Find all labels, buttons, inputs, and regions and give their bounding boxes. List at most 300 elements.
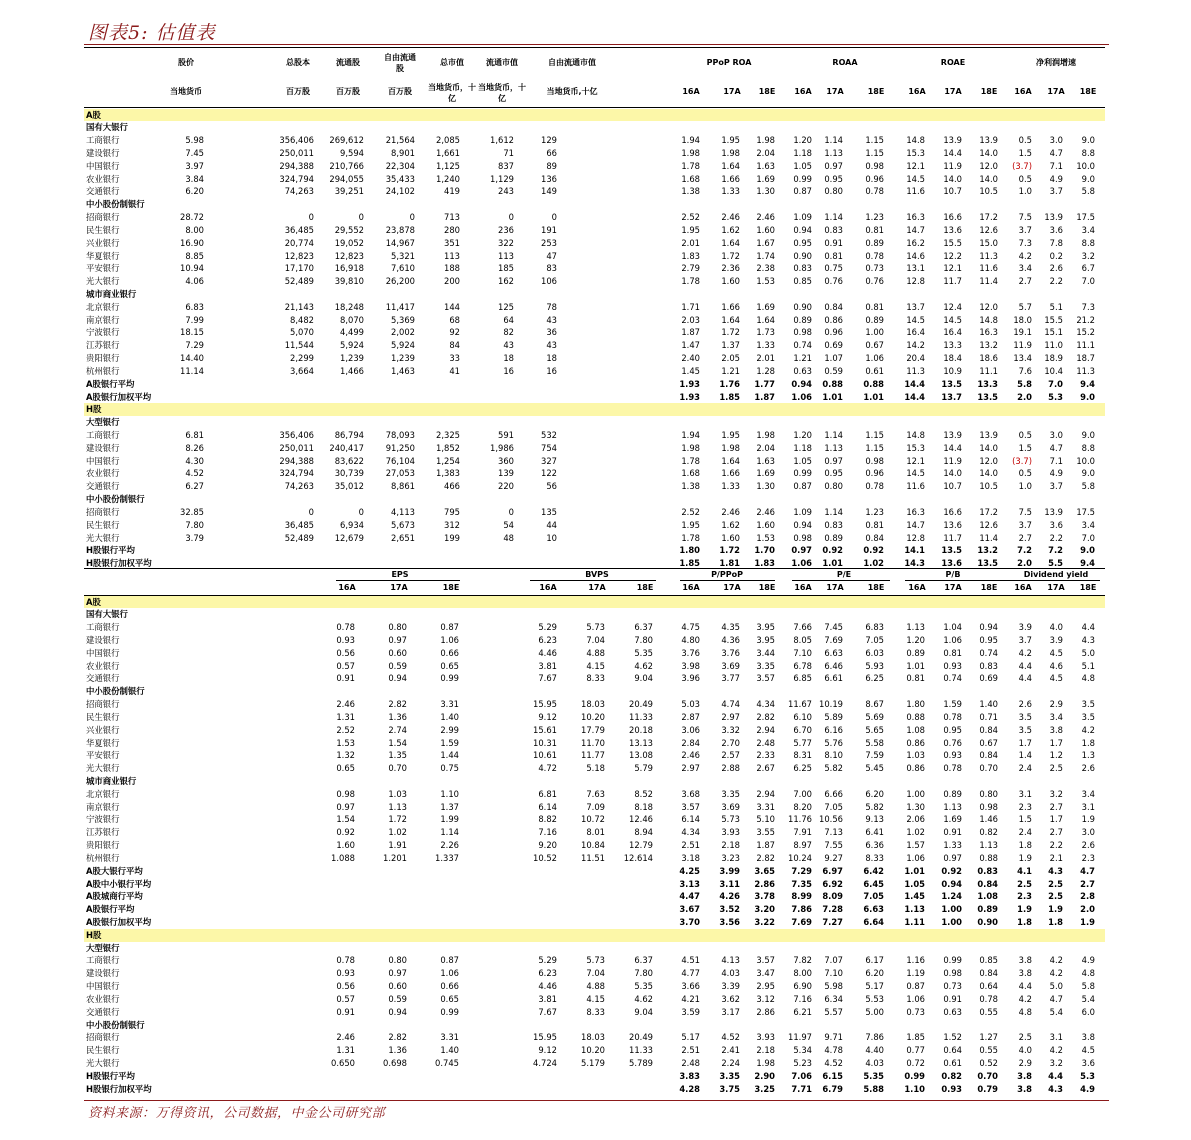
cell-value: 22,304 [385,160,415,171]
cell-value: 6.0 [1081,1006,1095,1017]
cell-value: 2.46 [336,1032,355,1043]
cell-value: 8.67 [865,699,884,710]
row-label: H股银行平均 [86,1070,135,1081]
cell-value: 1.31 [336,1045,355,1056]
cell-value: 0.89 [824,532,843,543]
cell-value: 3.97 [185,160,204,171]
cell-value: 2.67 [756,763,775,774]
table-row [84,480,1105,493]
cell-value: 10 [546,532,557,543]
figure-title: 图表5: 估值表 [88,22,216,44]
cell-value: 11.3 [906,365,925,376]
cell-value: 0.63 [943,1006,962,1017]
cell-value: 2.86 [756,1006,775,1017]
cell-value: 13.6 [943,519,962,530]
cell-value: 9.0 [1081,173,1095,184]
table-row [84,801,1105,814]
cell-value: 6.92 [822,878,843,889]
cell-value: 8.31 [793,750,812,761]
cell-value: 10.7 [943,481,962,492]
cell-value: 4.30 [185,455,204,466]
cell-value: 4.5 [1081,1045,1095,1056]
cell-value: 1.18 [793,147,812,158]
cell-value: 1.15 [865,430,884,440]
cell-value: 7.1 [1049,160,1063,171]
cell-value: 4.724 [533,1058,557,1069]
cell-value: 0.89 [865,314,884,325]
cell-value: 1.72 [721,327,740,338]
cell-value: 11.70 [581,737,605,748]
cell-value: 1.0 [1018,481,1032,492]
cell-value: 4.52 [824,1058,843,1069]
cell-value: 200 [444,276,460,287]
col-group-header: 自由流通市值 [548,58,596,67]
cell-value: 76,104 [385,455,415,466]
cell-value: 3.66 [681,981,700,992]
cell-value: 15.5 [1044,314,1063,325]
cell-value: 0.95 [793,237,812,248]
cell-value: 7.80 [634,634,653,645]
cell-value: 14.4 [943,147,962,158]
cell-value: 5.58 [865,737,884,748]
row-label: 工商银行 [86,430,120,440]
cell-value: 2.46 [756,506,775,517]
cell-value: 3.76 [681,647,700,658]
cell-value: 0.2 [1049,250,1063,261]
row-label: 大型银行 [86,417,120,428]
row-label: 民生银行 [86,519,120,530]
cell-value: 3.20 [754,904,775,915]
cell-value: 3.0 [1081,827,1095,838]
cell-value: 1.68 [681,468,700,479]
cell-value: 20.49 [629,699,653,710]
cell-value: 1.08 [977,891,998,902]
cell-value: 6.23 [538,968,557,979]
cell-value: 1.95 [721,430,740,440]
cell-value: 12.79 [629,840,653,851]
cell-value: 6.37 [634,622,653,633]
row-label: H股 [86,929,102,940]
cell-value: 2.88 [721,763,740,774]
cell-value: 21,143 [284,301,314,312]
average-row [84,865,1105,878]
cell-value: 0.94 [388,673,407,684]
cell-value: 7.80 [185,519,204,530]
cell-value: 16.6 [943,506,962,517]
cell-value: 4.52 [721,1032,740,1043]
row-label: 工商银行 [86,135,120,146]
cell-value: 19,052 [334,237,364,248]
cell-value: 3.31 [440,699,459,710]
cell-value: 4.4 [1018,981,1032,992]
cell-value: 3.0 [1049,135,1063,146]
table-row [84,749,1105,762]
cell-value: 0.80 [824,481,843,492]
table-row [84,147,1105,160]
market-band [84,403,1105,416]
row-label: 交通银行 [86,673,120,684]
cell-value: 14.0 [979,468,998,479]
cell-value: (3.7) [1012,160,1032,171]
cell-value: 0.99 [440,673,459,684]
cell-value: 7.0 [1081,276,1095,287]
cell-value: 8.00 [793,968,812,979]
cell-value: 4.40 [865,1045,884,1056]
cell-value: 3.95 [756,634,775,645]
cell-value: 294,388 [279,160,314,171]
cell-value: 0.94 [979,622,998,633]
cell-value: 8.8 [1081,237,1095,248]
cell-value: 11.67 [788,699,812,710]
cell-value: 0.78 [865,481,884,492]
row-label: 光大银行 [86,276,120,287]
cell-value: 1.00 [906,788,925,799]
cell-value: 1,986 [490,442,514,453]
cell-value: 0.52 [979,1058,998,1069]
cell-value: 7.29 [791,865,812,876]
cell-value: 250,011 [279,442,314,453]
cell-value: 84 [449,340,460,351]
cell-value: 35,012 [334,481,364,492]
cell-value: 5,321 [391,250,415,261]
cell-value: 12.46 [629,814,653,825]
cell-value: 12,823 [284,250,314,261]
cell-value: 0.59 [388,660,407,671]
cell-value: 6.83 [865,622,884,633]
cell-value: 3.1 [1081,801,1095,812]
cell-value: 0.94 [791,378,812,389]
cell-value: 0.99 [943,955,962,966]
cell-value: 7.8 [1049,237,1063,248]
cell-value: 0.83 [793,263,812,274]
cell-value: 7.59 [865,750,884,761]
cell-value: 7.13 [824,827,843,838]
cell-value: 2.5 [1018,1032,1032,1043]
cell-value: 1.37 [721,340,740,351]
cell-value: 5.76 [824,737,843,748]
cell-value: 5.35 [634,981,653,992]
market-band [84,596,1105,609]
row-label: 农业银行 [86,660,120,671]
cell-value: 0.73 [906,1006,925,1017]
cell-value: 13.08 [629,750,653,761]
col-group-header: PPoP ROA [706,58,752,67]
cell-value: 5.79 [634,763,653,774]
cell-value: 0.78 [865,186,884,197]
cell-value: 4.15 [586,993,605,1004]
cell-value: 1,463 [391,365,415,376]
cell-value: 4.2 [1049,955,1063,966]
cell-value: 13.13 [629,737,653,748]
cell-value: 0.81 [824,250,843,261]
cell-value: 7.28 [822,904,843,915]
cell-value: 0.81 [906,673,925,684]
cell-value: 3.4 [1081,519,1095,530]
cell-value: 2.5 [1048,891,1063,902]
cell-value: 14.5 [906,314,925,325]
cell-value: 16.3 [906,212,925,223]
cell-value: 7.99 [185,314,204,325]
cell-value: 3.79 [185,532,204,543]
cell-value: 4.2 [1049,1045,1063,1056]
cell-value: 0.89 [906,647,925,658]
cell-value: 0.92 [863,545,884,556]
cell-value: 6.45 [863,878,884,889]
cell-value: 12.0 [979,301,998,312]
cell-value: 3.57 [756,673,775,684]
cell-value: 3.9 [1049,634,1063,645]
cell-value: 122 [541,468,557,479]
cell-value: 4.15 [586,660,605,671]
cell-value: 0.698 [383,1058,407,1069]
table-row [84,967,1105,980]
cell-value: 0.69 [979,673,998,684]
cell-value: 14.5 [906,173,925,184]
cell-value: 68 [449,314,460,325]
cell-value: 1.10 [440,788,459,799]
cell-value: 1.60 [336,840,355,851]
cell-value: 13.9 [1044,506,1063,517]
cell-value: 56 [546,481,557,492]
cell-value: 0.745 [435,1058,459,1069]
cell-value: 64 [503,314,514,325]
cell-value: 3.22 [754,917,775,927]
cell-value: 13.9 [943,430,962,440]
table-row [84,1031,1105,1044]
cell-value: 2.46 [721,506,740,517]
cell-value: 1.60 [721,532,740,543]
cell-value: 2,299 [290,353,314,364]
cell-value: 13.5 [941,378,962,389]
cell-value: 2.5 [1048,878,1063,889]
cell-value: 4.80 [681,634,700,645]
cell-value: 1.27 [979,1032,998,1043]
cell-value: 44 [546,519,557,530]
cell-value: 7.16 [538,827,557,838]
cell-value: 795 [444,506,460,517]
cell-value: 12.4 [943,301,962,312]
table-row [84,250,1105,263]
table-row [84,506,1105,519]
cell-value: 1.01 [906,660,925,671]
cell-value: 2.05 [721,353,740,364]
cell-value: 13.7 [906,301,925,312]
cell-value: 1.72 [719,545,740,556]
cell-value: 4.7 [1049,147,1063,158]
cell-value: 1.14 [824,506,843,517]
cell-value: 2,002 [391,327,415,338]
row-label: 城市商业银行 [86,775,137,786]
cell-value: 15.3 [906,442,925,453]
cell-value: (3.7) [1012,455,1032,466]
col-group-header: EPS [391,570,409,579]
cell-value: 5.17 [681,1032,700,1043]
cell-value: 1.78 [681,160,700,171]
cell-value: 11,417 [385,301,415,312]
cell-value: 754 [541,442,557,453]
col-group-header: 流通股 [336,58,360,67]
cell-value: 1.33 [721,481,740,492]
cell-value: 2.3 [1018,801,1032,812]
cell-value: 7.2 [1048,545,1063,556]
cell-value: 7.05 [824,801,843,812]
table-row [84,737,1105,750]
cell-value: 8.26 [185,442,204,453]
cell-value: 15.3 [906,147,925,158]
cell-value: 8.33 [865,852,884,863]
row-label: 民生银行 [86,1045,120,1056]
row-label: 建设银行 [86,634,120,645]
cell-value: 1.13 [906,622,925,633]
cell-value: 41 [449,365,460,376]
cell-value: 15.0 [979,237,998,248]
cell-value: 1.80 [679,545,700,556]
row-label: 北京银行 [86,788,120,799]
row-label: 中国银行 [86,160,120,171]
cell-value: 2.6 [1081,763,1095,774]
cell-value: 8.05 [793,634,812,645]
col-group-header: 自由流通股 [384,53,416,73]
cell-value: 5.8 [1081,481,1095,492]
cell-value: 1.2 [1049,750,1063,761]
units-header: 当地货币,十亿 [546,87,598,96]
cell-value: 0.89 [943,788,962,799]
cell-value: 66 [546,147,557,158]
table-row [84,262,1105,275]
cell-value: 1.98 [756,1058,775,1069]
cell-value: 6.63 [863,904,884,915]
cell-value: 0.98 [943,968,962,979]
cell-value: 3.96 [681,673,700,684]
cell-value: 0.87 [440,955,459,966]
cell-value: 1.13 [388,801,407,812]
group-underline [680,580,775,581]
cell-value: 2.46 [721,212,740,223]
cell-value: 1.85 [906,1032,925,1043]
cell-value: 1.13 [943,801,962,812]
cell-value: 18.9 [1044,353,1063,364]
row-label: 交通银行 [86,186,120,197]
cell-value: 15.1 [1044,327,1063,338]
cell-value: 1.04 [943,622,962,633]
year-header: 17A [826,87,844,96]
cell-value: 0.70 [388,763,407,774]
cell-value: 1.78 [681,455,700,466]
cell-value: 3.57 [756,955,775,966]
table-row [84,724,1105,737]
cell-value: 591 [498,430,514,440]
cell-value: 3.8 [1081,1032,1095,1043]
cell-value: 532 [541,430,557,440]
row-label: 平安银行 [86,263,120,274]
cell-value: 17.5 [1076,212,1095,223]
cell-value: 83,622 [334,455,364,466]
col-group-header: P/PPoP [711,570,743,579]
cell-value: 1.9 [1048,904,1063,915]
cell-value: 0.92 [336,827,355,838]
cell-value: 1.69 [943,814,962,825]
cell-value: 1.57 [906,840,925,851]
cell-value: 5.179 [581,1058,605,1069]
cell-value: 11,544 [284,340,314,351]
cell-value: 8.00 [185,224,204,235]
units-header: 百万股 [388,87,412,96]
cell-value: 0.89 [977,904,998,915]
cell-value: 0.88 [979,852,998,863]
cell-value: 0.91 [943,827,962,838]
cell-value: 8.85 [185,250,204,261]
cell-value: 294,388 [279,455,314,466]
cell-value: 0.5 [1018,468,1032,479]
cell-value: 0.97 [943,852,962,863]
cell-value: 2.2 [1049,276,1063,287]
cell-value: 6.90 [793,981,812,992]
cell-value: 1.85 [679,558,700,569]
cell-value: 1.06 [440,634,459,645]
cell-value: 1.36 [388,711,407,722]
cell-value: 0.87 [793,481,812,492]
cell-value: 20.4 [906,353,925,364]
cell-value: 0.86 [906,737,925,748]
cell-value: 16.4 [943,327,962,338]
group-row [84,288,1105,301]
cell-value: 11.51 [581,852,605,863]
cell-value: 7.69 [824,634,843,645]
units-header: 当地货币 [170,87,202,96]
year-header: 17A [723,87,741,96]
cell-value: 3.11 [719,878,740,889]
row-label: 国有大银行 [86,122,128,133]
cell-value: 3.4 [1049,711,1063,722]
cell-value: 20.49 [629,1032,653,1043]
cell-value: 11.1 [1076,340,1095,351]
cell-value: 6.79 [822,1083,843,1094]
cell-value: 2.24 [721,1058,740,1069]
cell-value: 1.60 [721,276,740,287]
cell-value: 7.66 [793,622,812,633]
cell-value: 0.65 [440,993,459,1004]
cell-value: 52,489 [284,276,314,287]
cell-value: 0.81 [865,301,884,312]
cell-value: 10.94 [180,263,204,274]
cell-value: 11.4 [979,532,998,543]
cell-value: 243 [498,186,514,197]
cell-value: 14.5 [943,314,962,325]
cell-value: 3.56 [719,917,740,927]
cell-value: 4.5 [1049,647,1063,658]
table-row [84,442,1105,455]
cell-value: 4.52 [185,468,204,479]
cell-value: 0.95 [824,468,843,479]
cell-value: 0.72 [906,1058,925,1069]
cell-value: 7.29 [185,340,204,351]
cell-value: 0.98 [865,160,884,171]
cell-value: 7.5 [1018,212,1032,223]
group-row [84,1019,1105,1032]
cell-value: 1.9 [1080,917,1095,927]
cell-value: 356,406 [279,135,314,146]
cell-value: 1.91 [388,840,407,851]
cell-value: 0.99 [440,1006,459,1017]
table-row [84,455,1105,468]
cell-value: 3.5 [1018,724,1032,735]
cell-value: 8.97 [793,840,812,851]
cell-value: 0.57 [336,993,355,1004]
cell-value: 1.20 [793,430,812,440]
cell-value: 1.64 [721,160,740,171]
cell-value: 48 [503,532,514,543]
row-label: 建设银行 [86,147,120,158]
